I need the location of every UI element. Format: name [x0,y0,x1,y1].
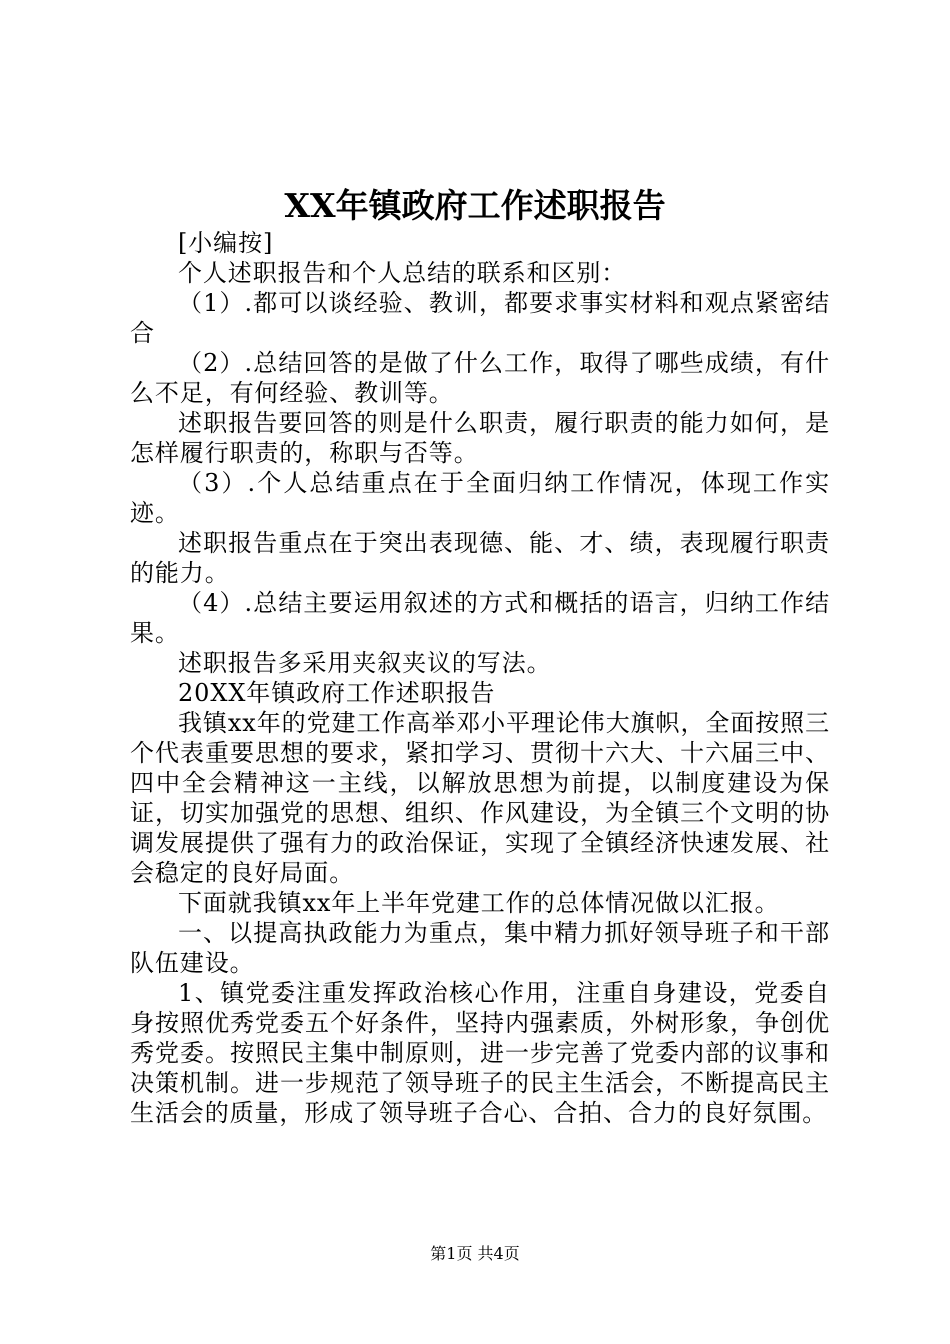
paragraph: [小编按] [178,229,274,257]
paragraph: 述职报告重点在于突出表现德、能、才、绩，表现履行职责的能力。 [130,529,830,587]
paragraph: （3）.个人总结重点在于全面归纳工作情况，体现工作实迹。 [130,469,830,527]
page-footer: 第1页 共4页 [430,1244,520,1263]
paragraph: 一、以提高执政能力为重点，集中精力抓好领导班子和干部队伍建设。 [130,919,830,977]
paragraph: 下面就我镇xx年上半年党建工作的总体情况做以汇报。 [178,889,780,917]
document-body [130,228,830,1128]
paragraph: （1）.都可以谈经验、教训，都要求事实材料和观点紧密结合 [130,289,830,347]
paragraph: 述职报告多采用夹叙夹议的写法。 [178,649,552,677]
paragraph: 我镇xx年的党建工作高举邓小平理论伟大旗帜，全面按照三个代表重要思想的要求，紧扣学习、贯彻十六大、十六届三中、四中全会精神这一主线，以解放思想为前提，以制度建设为保证，切实加强党的思想、组织、作风建设，为全镇三个文明的协调发展提供了强有力的政治保证，实现了全镇经济快速发展、社会稳定的良好局面。 [130,709,830,887]
paragraph: （4）.总结主要运用叙述的方式和概括的语言，归纳工作结果。 [130,589,830,647]
paragraph: 1、镇党委注重发挥政治核心作用，注重自身建设，党委自身按照优秀党委五个好条件，坚持内强素质，外树形象，争创优秀党委。按照民主集中制原则，进一步完善了党委内部的议事和决策机制。进一步规范了领导班子的民主生活会，不断提高民主生活会的质量，形成了领导班子合心、合拍、合力的良好氛围。 [130,979,830,1127]
paragraph: 20XX年镇政府工作述职报告 [178,679,496,707]
document-title: XX年镇政府工作述职报告 [284,186,666,225]
paragraph: （2）.总结回答的是做了什么工作，取得了哪些成绩，有什么不足，有何经验、教训等。 [130,349,830,407]
paragraph: 述职报告要回答的则是什么职责，履行职责的能力如何，是怎样履行职责的，称职与否等。 [130,409,830,467]
paragraph: 个人述职报告和个人总结的联系和区别： [178,259,627,287]
